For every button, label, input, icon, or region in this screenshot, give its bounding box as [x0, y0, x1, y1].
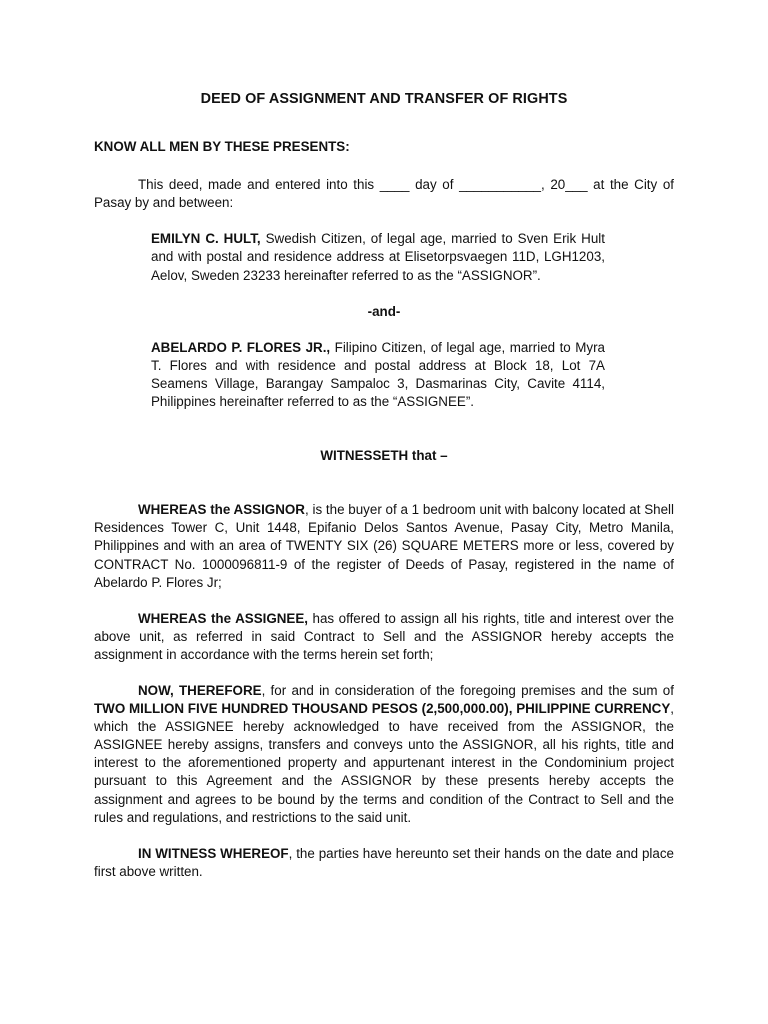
- assignor-paragraph: [151, 230, 605, 284]
- now-therefore-text-2: , which the ASSIGNEE hereby acknowledged to have received from the ASSIGNOR, the ASSIGNEE hereby assigns, transfers and conveys unto the ASSIGNOR, all his rights, title and interest to the aforementioned property and appurtenant interest in the Condominium project pursuant to this Agreement and the ASSIGNOR by these presents hereby accepts the assignment and agrees to be bound by the terms and condition of the Contract to Sell and the rules and regulations, and restrictions to the said unit.: [94, 701, 674, 825]
- witnesseth-heading: WITNESSETH that –: [320, 448, 448, 464]
- assignee-name: ABELARDO P. FLORES JR.,: [151, 339, 331, 355]
- whereas-assignee-paragraph: [94, 610, 674, 664]
- now-therefore-lead: NOW, THEREFORE: [138, 682, 262, 698]
- whereas-assignor-text: , is the buyer of a 1 bedroom unit with balcony located at Shell Residences Tower C, Unit 1448, Epifanio Delos Santos Avenue, Pasay City, Metro Manila, Philippines and with an area of TWENTY SIX (26) SQUARE METERS more or less, covered by CONTRACT No. 1000096811-9 of the register of Deeds of Pasay, registered in the name of Abelardo P. Flores Jr;: [94, 502, 674, 590]
- know-all-heading: KNOW ALL MEN BY THESE PRESENTS:: [94, 139, 350, 155]
- intro-paragraph: This deed, made and entered into this ____ day of ___________, 20___ at the City of Pasay by and between:: [94, 177, 674, 211]
- document-body: [94, 90, 674, 881]
- in-witness-text: , the parties have hereunto set their hands on the date and place first above written.: [94, 845, 674, 879]
- whereas-assignee-text: has offered to assign all his rights, title and interest over the above unit, as referred in said Contract to Sell and the ASSIGNOR hereby accepts the assignment in accordance with the terms herein set forth;: [94, 610, 674, 662]
- document-title: DEED OF ASSIGNMENT AND TRANSFER OF RIGHTS: [200, 91, 568, 107]
- assignor-name: EMILYN C. HULT,: [151, 231, 261, 247]
- assignee-paragraph: [151, 339, 605, 411]
- whereas-assignor-lead: WHEREAS the ASSIGNOR: [138, 502, 305, 518]
- and-separator: -and-: [367, 303, 401, 319]
- whereas-assignor-paragraph: [94, 501, 674, 591]
- in-witness-lead: IN WITNESS WHEREOF: [138, 845, 289, 861]
- assignee-details: Filipino Citizen, of legal age, married to Myra T. Flores and with residence and postal address at Block 18, Lot 7A Seamens Village, Barangay Sampaloc 3, Dasmarinas City, Cavite 4114, Philippines hereinafter referred to as the “ASSIGNEE”.: [151, 339, 605, 410]
- in-witness-paragraph: [94, 845, 674, 881]
- now-therefore-text-1: , for and in consideration of the foregoing premises and the sum of: [261, 682, 674, 698]
- whereas-assignee-lead: WHEREAS the ASSIGNEE,: [138, 610, 309, 626]
- consideration-amount: TWO MILLION FIVE HUNDRED THOUSAND PESOS (2,500,000.00), PHILIPPINE CURRENCY: [94, 701, 671, 717]
- assignor-details: Swedish Citizen, of legal age, married to Sven Erik Hult and with postal and residence address at Elisetorpsvaegen 11D, LGH1203, Aelov, Sweden 23233 hereinafter referred to as the “ASSIGNOR”.: [151, 231, 605, 283]
- now-therefore-paragraph: [94, 682, 674, 827]
